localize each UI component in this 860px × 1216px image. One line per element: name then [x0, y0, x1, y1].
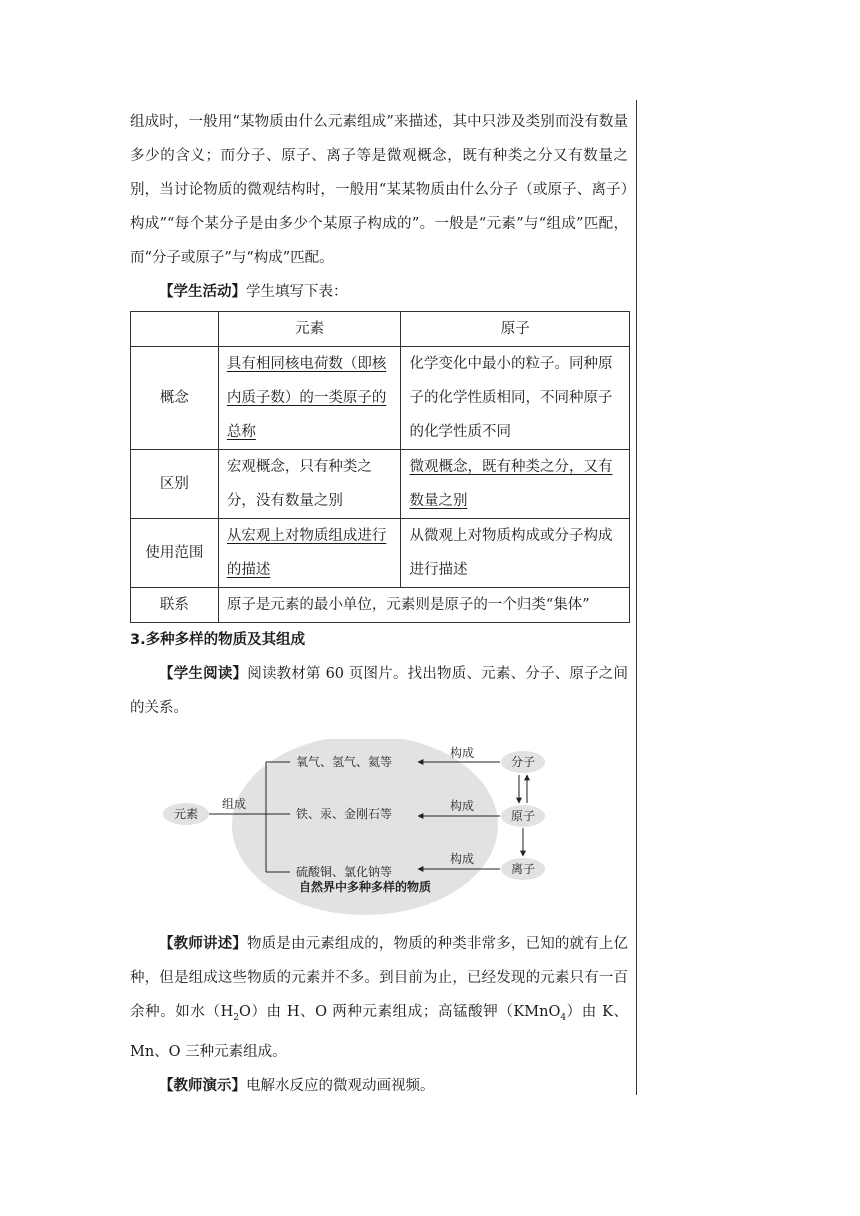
demo-label: 【教师演示】: [159, 1077, 246, 1094]
student-activity-line: [130, 275, 628, 309]
element-label: 元素: [173, 807, 199, 821]
element-atom-table: [130, 311, 630, 623]
table-row: [131, 450, 630, 519]
element-cell: 宏观概念，只有种类之分，没有数量之别: [218, 450, 401, 519]
particle-label: 分子: [510, 755, 536, 769]
table-header-cell: 元素: [218, 312, 401, 347]
subscript: 4: [560, 1012, 567, 1023]
table-row: [131, 519, 630, 588]
compose-label: 组成: [221, 797, 247, 811]
student-reading-line: [130, 657, 628, 725]
table-header-cell: [131, 312, 219, 347]
page-margin-rule: [636, 100, 637, 1095]
substance-label: 铁、汞、金刚石等: [296, 807, 393, 821]
page-content: [130, 105, 628, 1103]
diagram-caption: 自然界中多种多样的物质: [298, 880, 432, 894]
atom-cell: [401, 450, 630, 519]
construct-label: 构成: [449, 799, 475, 813]
activity-text: 学生填写下表：: [246, 284, 348, 300]
lecture-text-3: ）由 K、Mn、O 三种元素组成。: [130, 1004, 628, 1060]
substance-label: 氧气、氢气、氦等: [296, 755, 393, 769]
intro-paragraph: 组成时，一般用“某物质由什么元素组成”来描述，其中只涉及类别而没有数量多少的含义；而分子、原子、离子等是微观概念，既有种类之分又有数量之别，当讨论物质的微观结构时，一般用“某某物质由什么分子（或原子、离子）构成”“每个某分子是由多少个某原子构成的”。一般是“元素”与“组成”匹配，而“分子或原子”与“构成”匹配。: [130, 114, 628, 266]
activity-label: 【学生活动】: [159, 284, 246, 300]
demo-text: 电解水反应的微观动画视频。: [246, 1077, 435, 1094]
substance-composition-diagram: [130, 739, 628, 919]
row-label: 联系: [131, 588, 219, 623]
section-heading: 3.多种多样的物质及其组成: [130, 632, 306, 648]
lecture-label: 【教师讲述】: [159, 936, 247, 952]
row-label: 区别: [131, 450, 219, 519]
table-row: [131, 588, 630, 623]
lecture-text-2: O）由 H、O 两种元素组成；高锰酸钾（KMnO: [238, 1004, 561, 1020]
row-label: 概念: [131, 347, 219, 450]
element-cell-text: 从宏观上对物质组成进行的描述: [226, 528, 387, 578]
teacher-demo-line: [130, 1069, 628, 1103]
construct-label: 构成: [449, 746, 475, 760]
subscript: 2: [233, 1012, 239, 1023]
table-header-cell: 原子: [401, 312, 630, 347]
table-row: [131, 347, 630, 450]
reading-text: 阅读教材第 60 页图片。找出物质、元素、分子、原子之间的关系。: [130, 666, 629, 716]
substance-label: 硫酸铜、氯化钠等: [296, 865, 393, 879]
element-cell: [218, 519, 401, 588]
atom-cell: 化学变化中最小的粒子。同种原子的化学性质相同，不同种原子的化学性质不同: [401, 347, 630, 450]
table-header-row: [131, 312, 630, 347]
particle-label: 离子: [510, 862, 536, 876]
teacher-lecture-paragraph: [130, 927, 628, 1069]
atom-cell: 从微观上对物质构成或分子构成进行描述: [401, 519, 630, 588]
construct-label: 构成: [449, 852, 475, 866]
lecture-text-1: 物质是由元素组成的，物质的种类非常多，已知的就有上亿种，但是组成这些物质的元素并不多。到目前为止，已经发现的元素只有一百余种。如水（H: [130, 936, 628, 1020]
element-cell: [218, 347, 401, 450]
link-cell: 原子是元素的最小单位，元素则是原子的一个归类“集体”: [218, 588, 629, 623]
atom-cell-text: 微观概念，既有种类之分，又有数量之别: [409, 459, 613, 509]
element-cell-text: 具有相同核电荷数（即核内质子数）的一类原子的总称: [226, 356, 387, 440]
particle-label: 原子: [510, 809, 536, 823]
row-label: 使用范围: [131, 519, 219, 588]
reading-label: 【学生阅读】: [159, 666, 248, 682]
